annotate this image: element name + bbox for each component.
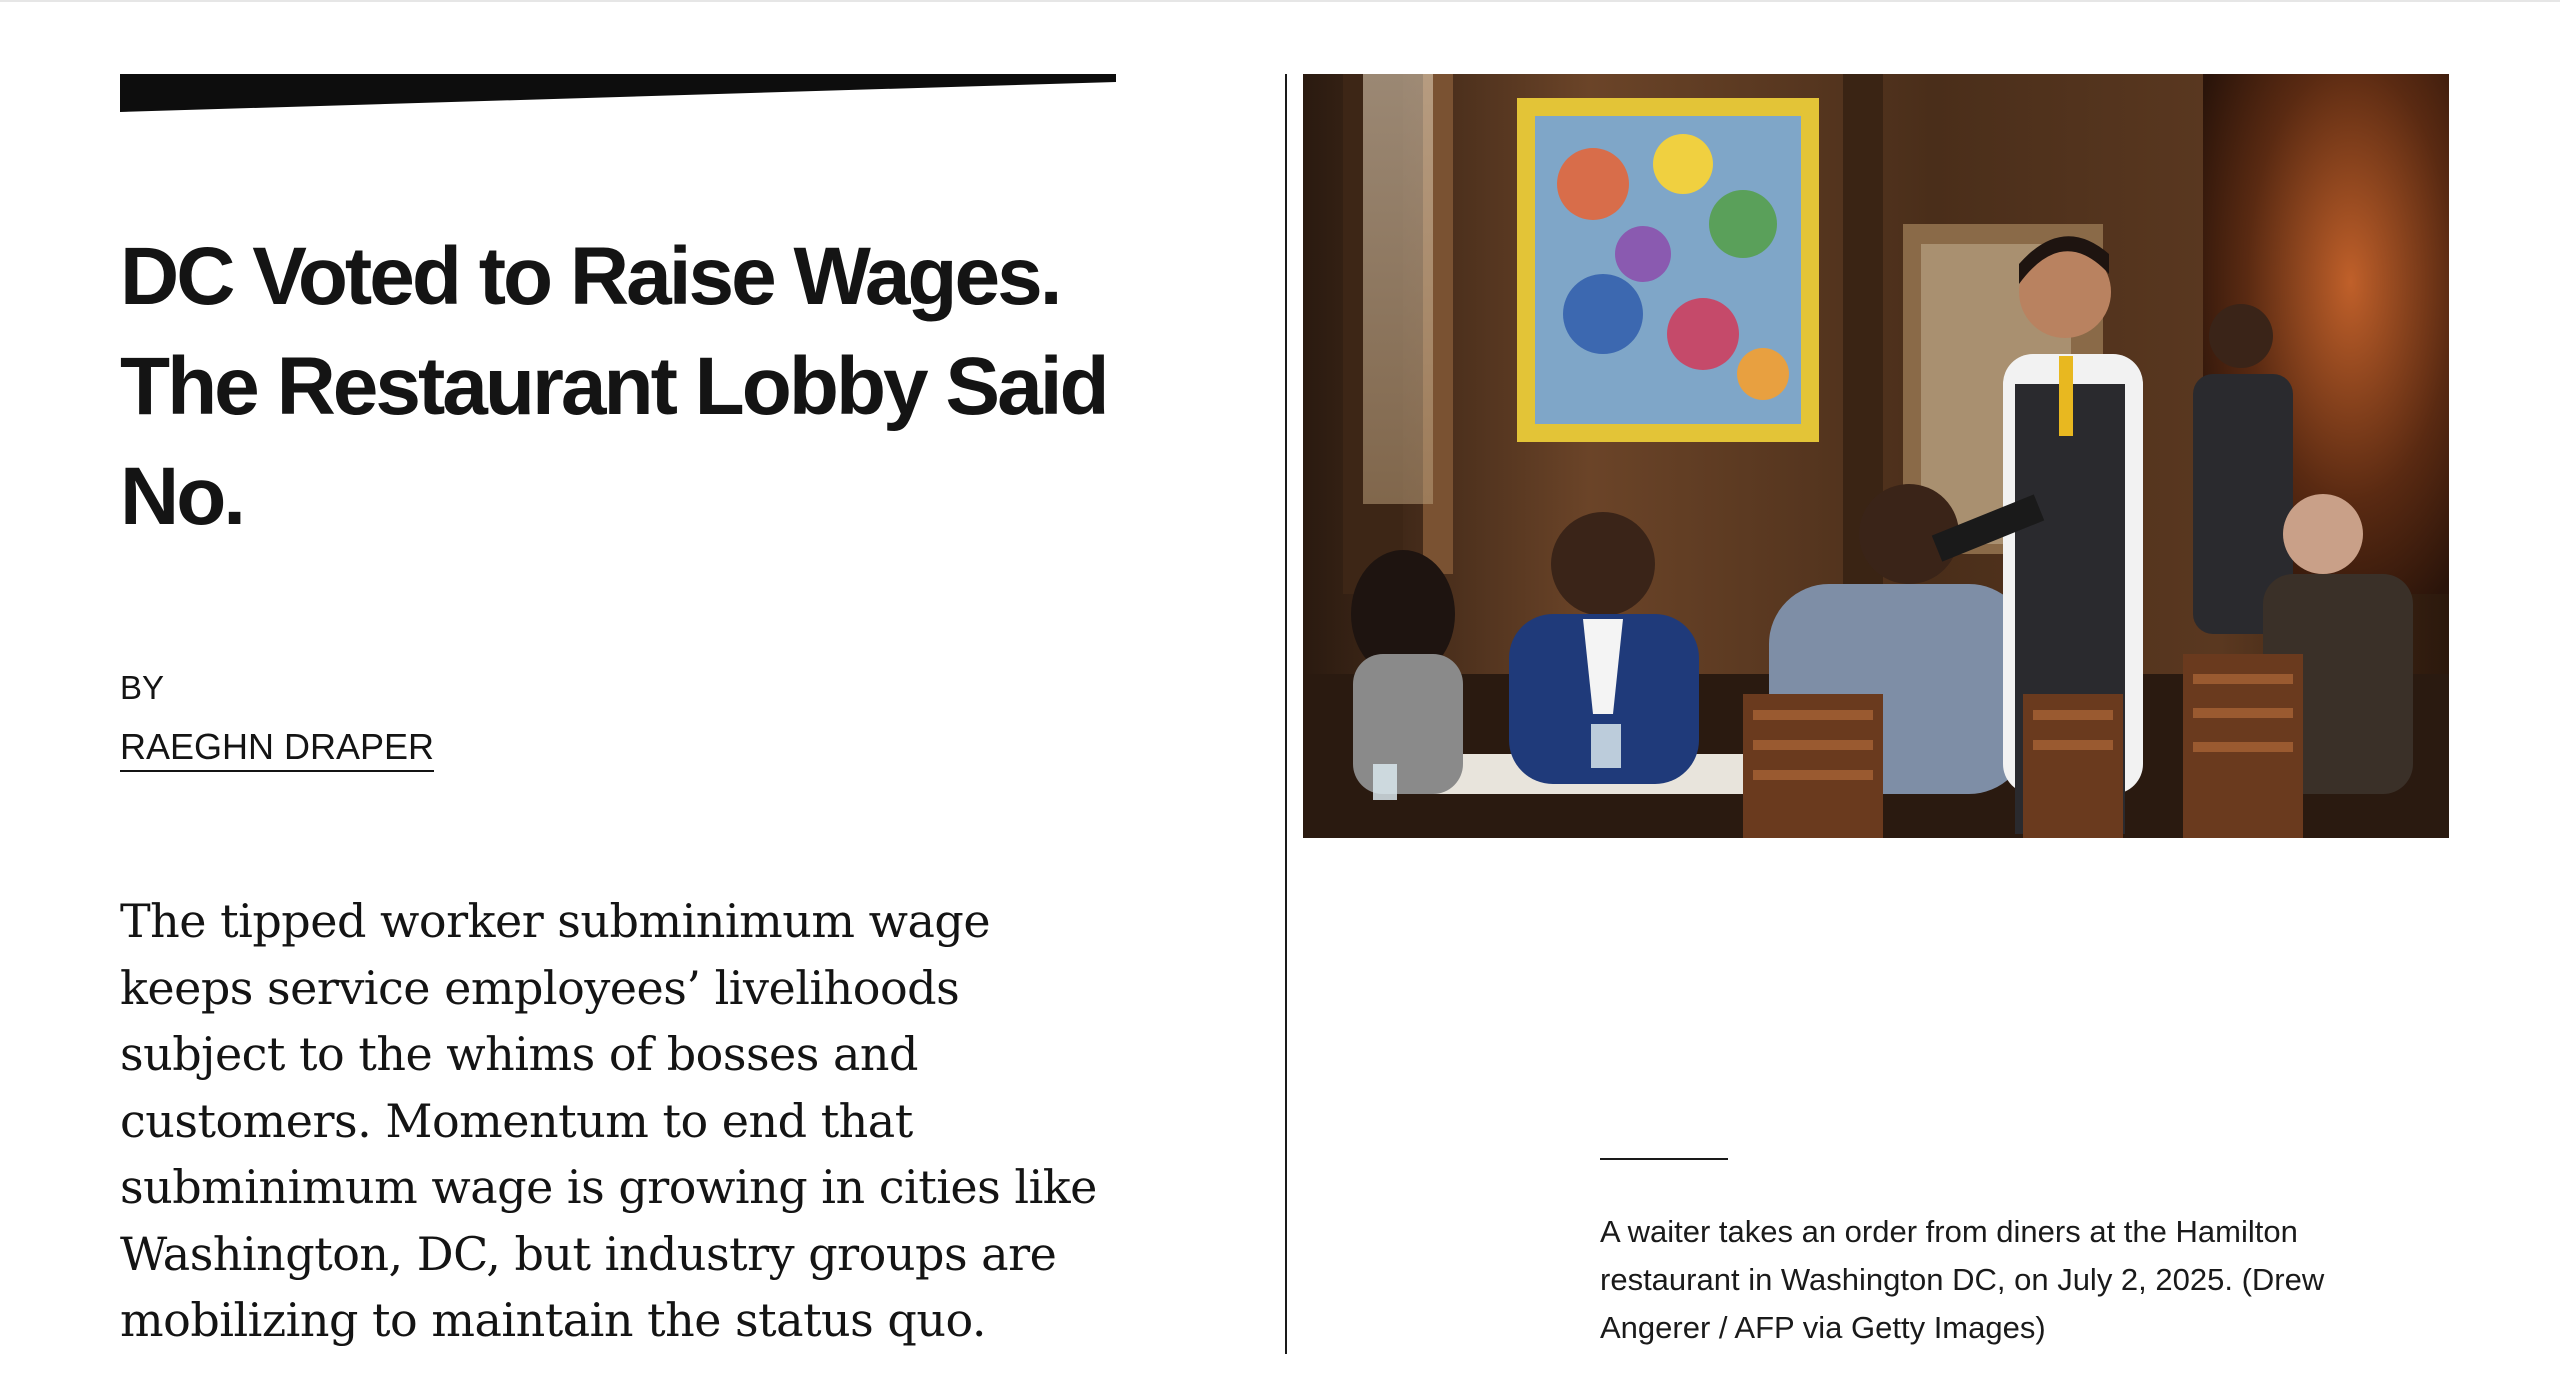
article-headline: DC Voted to Raise Wages. The Restaurant Lobby Said No. — [120, 231, 1107, 542]
byline-prefix: BY — [120, 669, 165, 706]
top-border — [0, 0, 2560, 2]
article-dek: The tipped worker subminimum wage keeps service employees’ livelihoods subject to the whims of bosses and customers. Momentum to end that subminimum wage is growing in cities like Washington, DC, but industry groups are mobilizing to maintain the status quo. — [120, 894, 1097, 1347]
restaurant-scene-illustration — [1303, 74, 2449, 838]
column-divider — [1285, 74, 1287, 1354]
photo-caption: A waiter takes an order from diners at the Hamilton restaurant in Washington DC, on July 2, 2025. (Drew Angerer / AFP via Getty Images) — [1600, 1214, 2325, 1345]
decorative-wedge-rule — [120, 74, 1116, 112]
caption-rule — [1600, 1158, 1728, 1160]
article-photo — [1303, 74, 2449, 838]
author-link[interactable]: RAEGHN DRAPER — [120, 726, 434, 772]
